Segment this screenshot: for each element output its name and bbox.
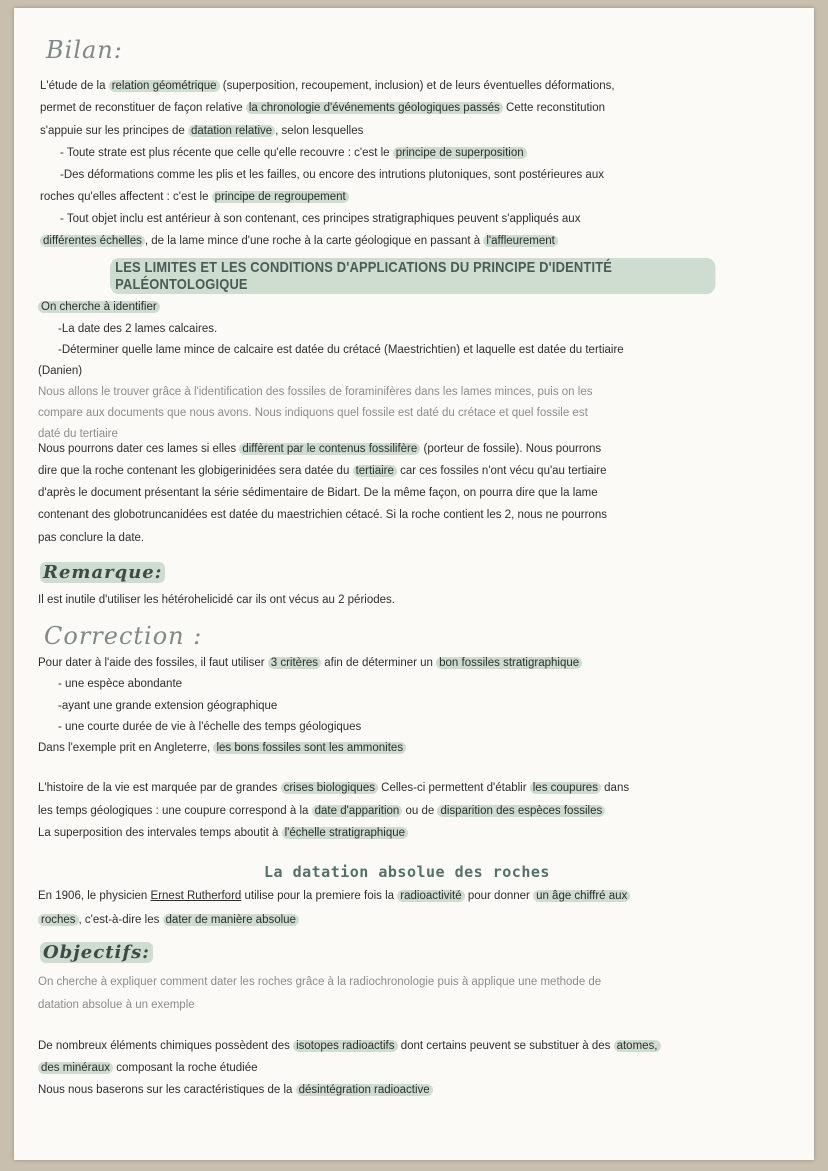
remarque-text: Il est inutile d'utiliser les hétérohelicidé car ils ont vécus au 2 périodes. [38,594,395,606]
section1-p2-a: Nous pourrons dater ces lames si elles diffèrent par le contenus fossilifère (porteur de fossile). Nous pourrons [38,443,602,455]
note-page [14,8,814,1160]
history-line-3: La superposition des intervales temps aboutit à l'échelle stratigraphique [38,825,408,841]
section1-line-2: -Déterminer quelle lame mince de calcaire est datée du crétacé (Maestrichtien) et laquelle est datée du tertiaire [58,344,624,356]
section-title-datation-absolue: La datation absolue des roches [264,863,550,881]
correction-bullet-2: -ayant une grande extension géographique [58,700,278,712]
section2-line-1: En 1906, le physicien Ernest Rutherford utilise pour la premiere fois la radioactivité pour donner un âge chiffré aux [38,888,630,904]
objectifs-line-2: datation absolue à un exemple [38,999,195,1011]
bilan-line-3: s'appuie sur les principes de datation relative , selon lesquelles [40,125,364,137]
objectifs-p-3: Nous nous baserons sur les caractéristiques de la désintégration radioactive [38,1082,433,1098]
section1-p1-a: Nous allons le trouver grâce à l'identification des fossiles de foraminifères dans les lames minces, puis on les [38,386,593,398]
history-line-1: L'histoire de la vie est marquée par de grandes crises biologiques Celles-ci permettent d'établir les coupures dans [38,782,630,794]
section1-p2-e: pas conclure la date. [38,532,145,544]
history-line-2: les temps géologiques : une coupure correspond à la date d'apparition ou de disparition des espèces fossiles [38,803,605,819]
section1-line-1: -La date des 2 lames calcaires. [58,323,218,335]
bilan-line-2: permet de reconstituer de façon relative la chronologie d'événements géologiques passés Cette reconstitution [40,102,606,114]
correction-heading: Correction : [44,622,203,650]
bilan-line-1: L'étude de la relation géométrique (superposition, recoupement, inclusion) et de leurs éventuelles déformations, [40,80,615,92]
correction-bullet-3: - une courte durée de vie à l'échelle des temps géologiques [58,721,362,733]
objectifs-p-2: des minéraux composant la roche étudiée [38,1060,258,1076]
correction-line-1: Pour dater à l'aide des fossiles, il faut utiliser 3 critères afin de déterminer un bon fossiles stratigraphique [38,655,582,671]
bilan-line-7: - Tout objet inclu est antérieur à son contenant, ces principes stratigraphiques peuvent s'appliqués aux [60,213,581,225]
bilan-heading: Bilan: [46,36,123,64]
section1-intro: On cherche à identifier [38,299,160,315]
objectifs-p-1: De nombreux éléments chimiques possèdent des isotopes radioactifs dont certains peuvent se substituer à des atomes, [38,1038,661,1054]
section1-p2-c: d'après le document présentant la série sédimentaire de Bidart. De la même façon, on pourra dire que la lame [38,487,598,499]
correction-bullet-1: - une espèce abondante [58,678,183,690]
correction-line-2: Dans l'exemple prit en Angleterre, les bons fossiles sont les ammonites [38,740,406,756]
section1-line-3: (Danien) [38,365,83,377]
bilan-line-5: -Des déformations comme les plis et les failles, ou encore des intrutions plutoniques, sont postérieures aux [60,169,604,181]
section2-line-2: roches , c'est-à-dire les dater de manière absolue [38,912,299,928]
objectifs-heading: Objectifs: [40,942,153,963]
bilan-line-6: roches qu'elles affectent : c'est le principe de regroupement [40,189,349,205]
bilan-line-8: différentes échelles , de la lame mince d'une roche à la carte géologique en passant à l'affleurement [40,233,558,249]
section1-p2-b: dire que la roche contenant les globigerinidées sera datée du tertiaire car ces fossiles n'ont vécu qu'au tertiaire [38,465,607,477]
bilan-line-4: - Toute strate est plus récente que celle qu'elle recouvre : c'est le principe de superposition [60,145,527,161]
objectifs-line-1: On cherche à expliquer comment dater les roches grâce à la radiochronologie puis à applique une methode de [38,976,602,988]
section1-p1-c: daté du tertiaire [38,428,118,440]
section1-p2-d: contenant des globotruncanidées est datée du maestrichien cétacé. Si la roche contient les 2, nous ne pourrons [38,509,607,521]
section1-p1-b: compare aux documents que nous avons. Nous indiquons quel fossile est daté du crétace et quel fossile est [38,407,588,419]
section-title-limites: LES LIMITES ET LES CONDITIONS D'APPLICATIONS DU PRINCIPE D'IDENTITÉ PALÉONTOLOGIQUE [110,258,715,294]
remarque-heading: Remarque: [40,562,165,583]
